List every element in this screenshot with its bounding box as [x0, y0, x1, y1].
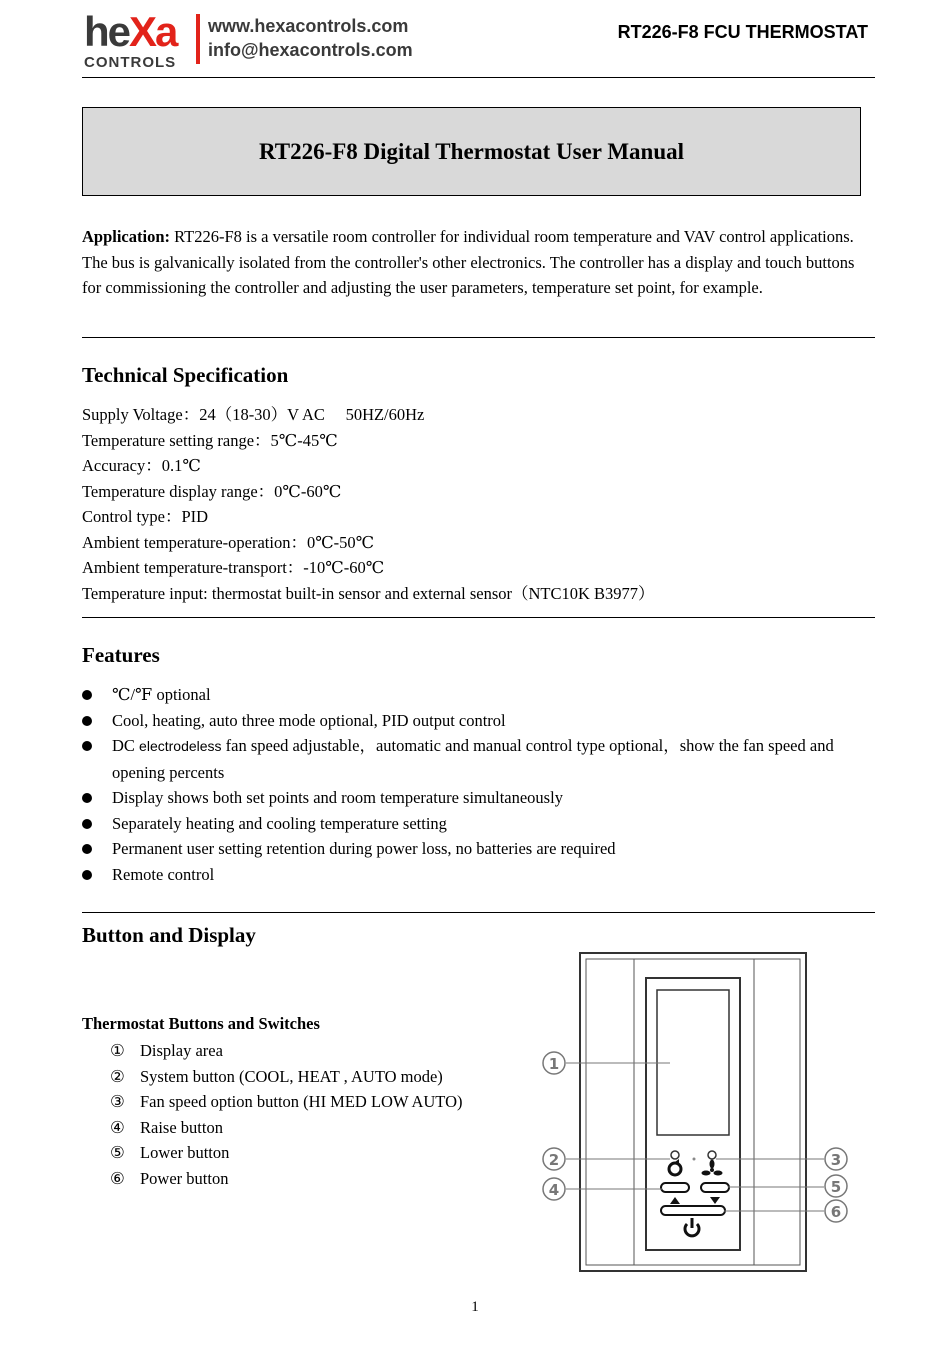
bullet-icon [82, 844, 92, 854]
svg-text:5: 5 [830, 1178, 842, 1196]
raise-button[interactable] [661, 1183, 689, 1192]
button-display-heading: Button and Display [82, 923, 256, 947]
thermostat-diagram [536, 950, 866, 1275]
svg-text:2: 2 [548, 1151, 560, 1169]
callout-5 [825, 1175, 847, 1197]
spec-line: Supply Voltage：24（18-30）V AC 50HZ/60Hz [82, 405, 425, 424]
button-list-item: ⑥ Power button [110, 1168, 229, 1188]
logo-subtitle: CONTROLS [84, 54, 177, 71]
application-label: Application: [82, 227, 171, 246]
svg-text:3: 3 [830, 1151, 842, 1169]
page-number: 1 [471, 1299, 479, 1315]
spec-line: Ambient temperature-transport：-10℃-60℃ [82, 558, 385, 577]
bullet-icon [82, 819, 92, 829]
application-text: RT226-F8 is a versatile room controller for individual room temperature and VAV control applications. The bus is galvanically isolated from the controller's other electronics. The controller has a display and touch buttons for commissioning the controller and adjusting the user parameters, temperature set point, for example. [82, 227, 855, 297]
features-list [82, 682, 877, 887]
button-list-item: ⑤ Lower button [110, 1143, 230, 1162]
svg-text:1: 1 [548, 1055, 560, 1073]
callout-3 [825, 1148, 847, 1170]
buttons-list [110, 1038, 462, 1191]
bullet-icon [82, 793, 92, 803]
bullet-icon [82, 690, 92, 700]
feature-item: ℃/℉ optional [82, 682, 877, 708]
tech-spec-list [82, 402, 655, 606]
feature-item: Separately heating and cooling temperature setting [82, 811, 877, 837]
email-link[interactable]: info@hexacontrols.com [208, 40, 413, 60]
document-code: RT226-F8 FCU THERMOSTAT [617, 22, 868, 42]
hexa-logo [84, 8, 194, 71]
section-rule [82, 337, 875, 338]
callout-1 [543, 1052, 565, 1074]
spec-line: Accuracy：0.1℃ [82, 456, 201, 475]
application-paragraph [82, 224, 872, 301]
callout-6 [825, 1200, 847, 1222]
spec-line: Temperature setting range：5℃-45℃ [82, 430, 338, 450]
document-title: RT226-F8 Digital Thermostat User Manual [258, 138, 685, 164]
header-rule [82, 77, 875, 78]
buttons-subheading: Thermostat Buttons and Switches [82, 1014, 320, 1033]
spec-line: Temperature display range：0℃-60℃ [82, 481, 342, 501]
bullet-icon [82, 870, 92, 880]
bullet-icon [82, 716, 92, 726]
spec-line: Control type：PID [82, 507, 209, 526]
button-list-item: ④ Raise button [110, 1117, 223, 1137]
svg-text:4: 4 [548, 1181, 560, 1199]
spec-line: Temperature input: thermostat built-in sensor and external sensor（NTC10K B3977） [82, 583, 655, 603]
section-rule [82, 912, 875, 913]
svg-text:6: 6 [830, 1203, 842, 1221]
features-heading: Features [82, 643, 160, 667]
bullet-icon [82, 741, 92, 751]
tech-spec-heading: Technical Specification [82, 363, 289, 387]
feature-item: DC electrodeless fan speed adjustable，automatic and manual control type optional，show the fan speed and opening percents [82, 733, 877, 785]
contact-info [208, 14, 413, 62]
feature-item: Cool, heating, auto three mode optional, PID output control [82, 708, 877, 734]
button-list-item: ① Display area [110, 1041, 223, 1060]
title-box [82, 107, 861, 196]
callout-2 [543, 1148, 565, 1170]
logo-wordmark: heXa [84, 8, 177, 55]
feature-item: Permanent user setting retention during power loss, no batteries are required [82, 836, 877, 862]
section-rule [82, 617, 875, 618]
feature-item: Remote control [82, 862, 877, 888]
callout-4 [543, 1178, 565, 1200]
button-list-item: ② System button (COOL, HEAT , AUTO mode) [110, 1066, 443, 1086]
website-link[interactable]: www.hexacontrols.com [208, 16, 409, 36]
spec-line: Ambient temperature-operation：0℃-50℃ [82, 532, 375, 552]
lower-button[interactable] [701, 1183, 729, 1192]
logo-divider [196, 14, 200, 64]
button-list-item: ③ Fan speed option button (HI MED LOW AUTO) [110, 1092, 463, 1111]
power-button[interactable] [661, 1206, 725, 1215]
feature-item: Display shows both set points and room temperature simultaneously [82, 785, 877, 811]
